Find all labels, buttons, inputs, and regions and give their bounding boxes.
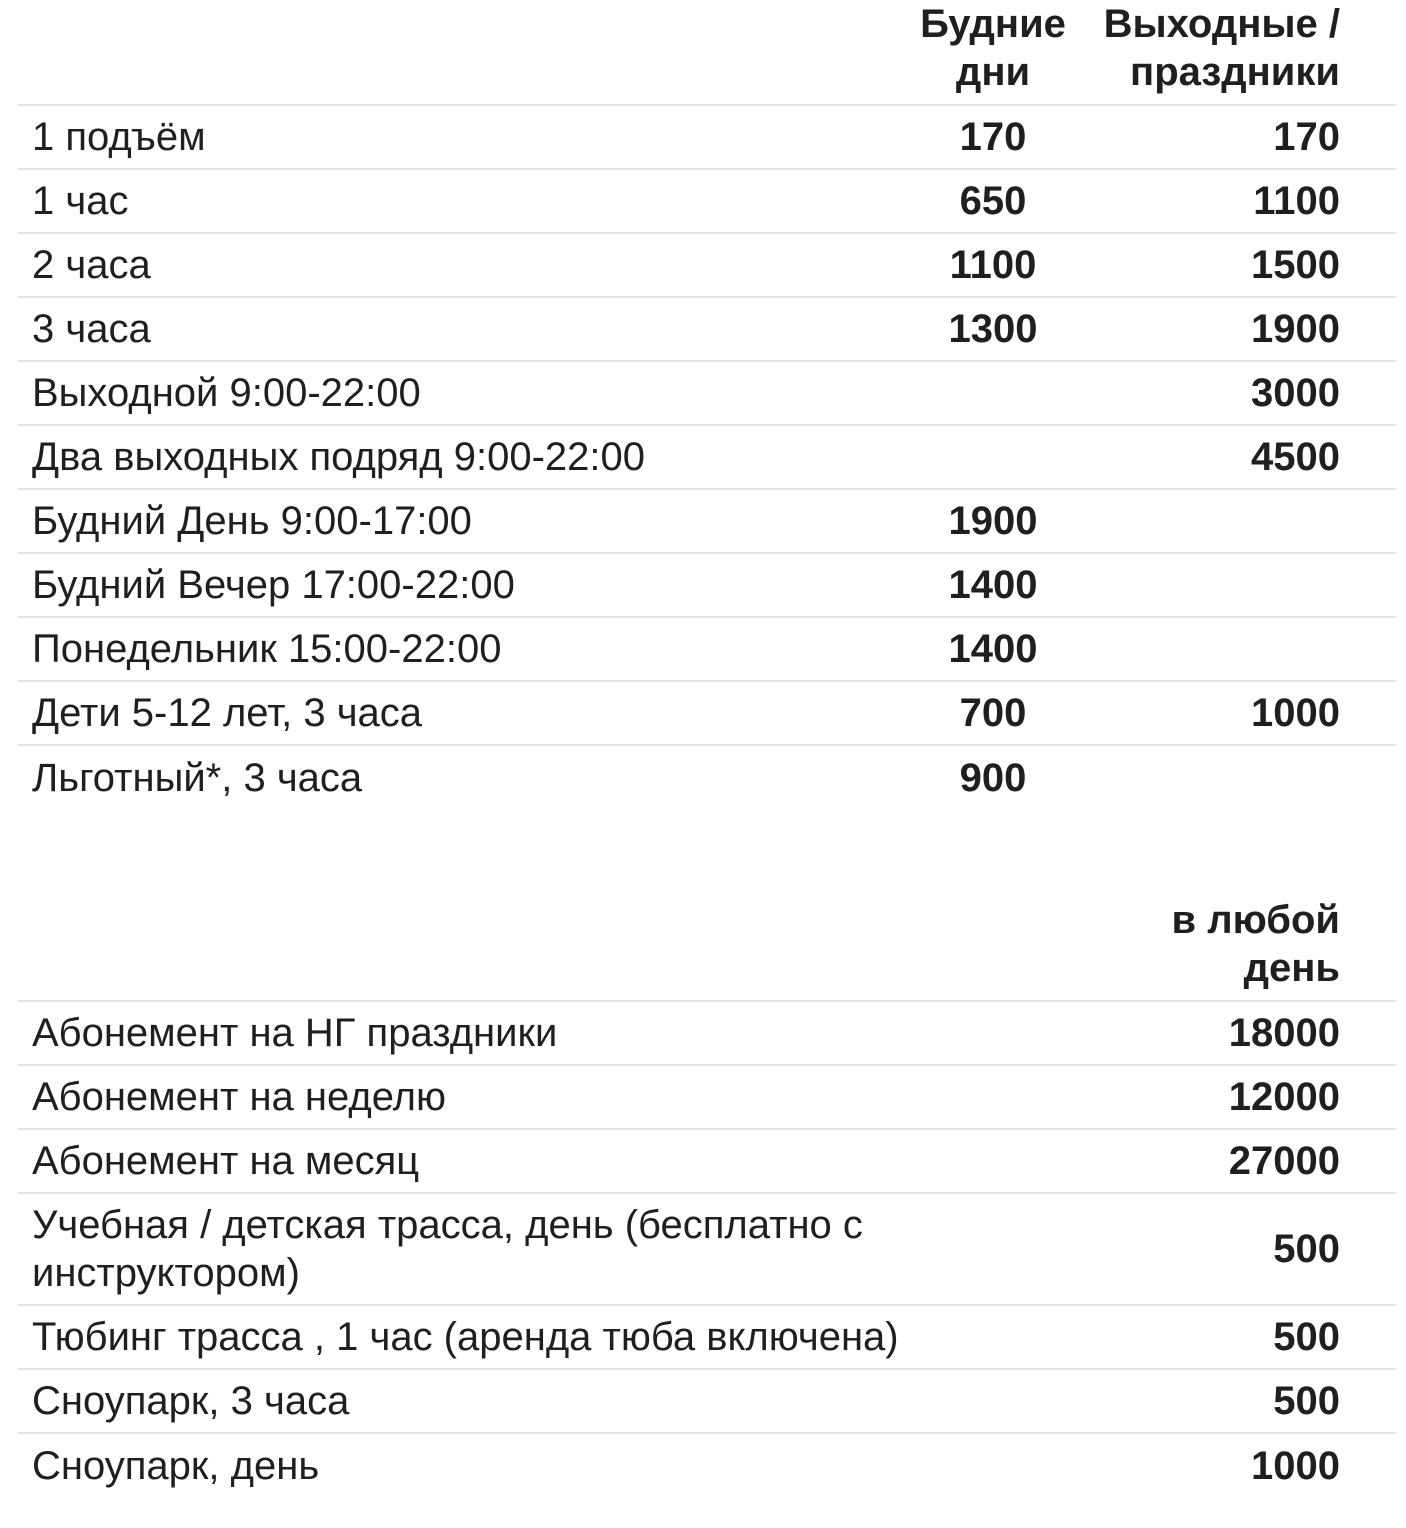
row-label: Будний Вечер 17:00-22:00 (32, 563, 515, 607)
price-weekday: 1300 (948, 307, 1038, 351)
price-weekend (1078, 745, 1340, 809)
table-header-row (18, 0, 1396, 105)
table-row (18, 489, 1396, 553)
price-any-day: 500 (1273, 1315, 1340, 1359)
price-weekday: 1400 (948, 563, 1038, 607)
table-header-row (18, 896, 1396, 1001)
price-weekend: 1000 (1251, 691, 1340, 735)
table-row (18, 297, 1396, 361)
header-weekdays-line1: Будние (920, 2, 1066, 46)
table-row (18, 1433, 1396, 1497)
table-row (18, 681, 1396, 745)
table-row (18, 617, 1396, 681)
price-weekday: 900 (959, 755, 1027, 800)
header-empty (18, 0, 908, 105)
price-table-season-passes (18, 896, 1396, 1497)
price-weekday: 700 (959, 691, 1027, 735)
header-spacer (1340, 896, 1396, 1001)
price-weekend: 1500 (1251, 243, 1340, 287)
header-empty (18, 896, 1078, 1001)
row-label: Учебная / детская трасса, день (бесплатно с инструктором) (32, 1203, 863, 1295)
row-label: 2 часа (32, 243, 151, 287)
row-label: Понедельник 15:00-22:00 (32, 627, 502, 671)
price-any-day: 27000 (1228, 1139, 1340, 1183)
table-row (18, 1065, 1396, 1129)
price-weekday: 650 (959, 179, 1027, 223)
row-label: Два выходных подряд 9:00-22:00 (32, 435, 646, 479)
row-label: Абонемент на НГ праздники (32, 1011, 558, 1055)
table-row (18, 1001, 1396, 1065)
row-label: Будний День 9:00-17:00 (32, 499, 472, 543)
table-row (18, 1129, 1396, 1193)
price-weekend: 4500 (1251, 435, 1340, 479)
table-row (18, 1369, 1396, 1433)
price-weekday: 1900 (948, 499, 1038, 543)
table-row (18, 233, 1396, 297)
row-label: Сноупарк, день (32, 1443, 320, 1488)
header-any-day-line1: в любой (1171, 898, 1340, 942)
price-weekend: 1900 (1251, 307, 1340, 351)
row-label: Выходной 9:00-22:00 (32, 371, 421, 415)
price-weekday (908, 425, 1078, 489)
header-any-day-line2: день (1243, 946, 1340, 990)
row-label: Дети 5-12 лет, 3 часа (32, 691, 423, 735)
price-weekend (1078, 489, 1340, 553)
row-label: Абонемент на месяц (32, 1139, 420, 1183)
header-weekdays-line2: дни (955, 50, 1031, 94)
table-row (18, 1193, 1396, 1305)
price-weekday: 1100 (949, 243, 1037, 287)
price-any-day: 500 (1273, 1227, 1340, 1271)
price-any-day: 18000 (1228, 1011, 1340, 1055)
table-row (18, 745, 1396, 809)
price-any-day: 500 (1273, 1379, 1340, 1423)
price-any-day: 12000 (1228, 1075, 1340, 1119)
header-spacer (1340, 0, 1396, 105)
header-weekdays (908, 0, 1078, 105)
table-row (18, 105, 1396, 169)
row-label: Льготный*, 3 часа (32, 755, 363, 800)
row-label: Сноупарк, 3 часа (32, 1379, 350, 1423)
price-weekday (908, 361, 1078, 425)
table-row (18, 425, 1396, 489)
header-any-day (1078, 896, 1340, 1001)
row-label: Абонемент на неделю (32, 1075, 446, 1119)
price-weekend (1078, 617, 1340, 681)
price-weekend: 170 (1273, 115, 1340, 159)
price-weekend: 3000 (1251, 371, 1340, 415)
header-weekends-line2: праздники (1130, 50, 1340, 94)
table-row (18, 361, 1396, 425)
row-label: 1 подъём (32, 115, 206, 159)
price-weekday: 1400 (948, 627, 1038, 671)
table-row (18, 553, 1396, 617)
row-label: 1 час (32, 179, 129, 223)
price-weekend: 1100 (1253, 179, 1340, 223)
price-weekday: 170 (959, 115, 1027, 159)
header-weekends-line1: Выходные / (1103, 2, 1340, 46)
price-weekend (1078, 553, 1340, 617)
row-label: 3 часа (32, 307, 151, 351)
table-row (18, 1305, 1396, 1369)
price-table-lift-passes (18, 0, 1396, 809)
price-any-day: 1000 (1251, 1443, 1340, 1488)
header-weekends (1078, 0, 1340, 105)
row-label: Тюбинг трасса , 1 час (аренда тюба включена) (32, 1315, 899, 1359)
table-row (18, 169, 1396, 233)
